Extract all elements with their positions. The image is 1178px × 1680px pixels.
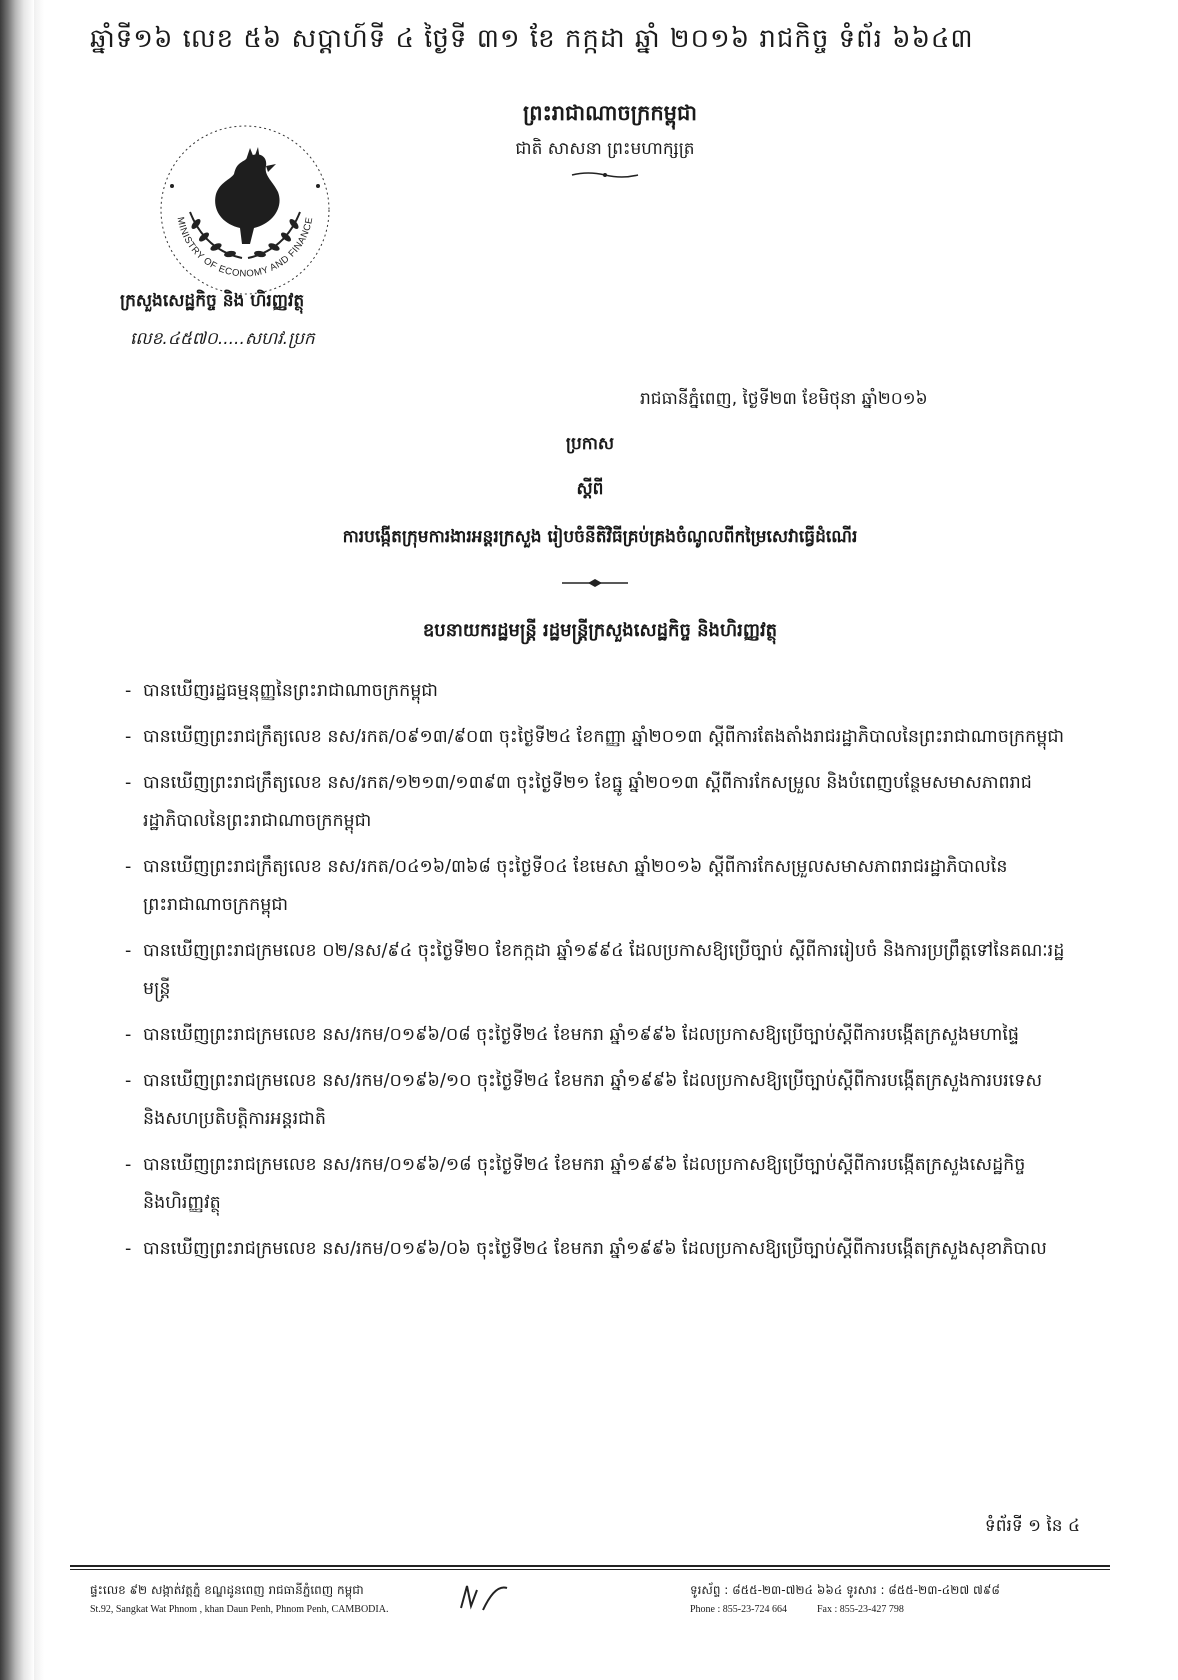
section-divider-ornament [560,578,630,588]
clause-text: បានឃើញព្រះរាជក្រមលេខ ០២/នស/៩៤ ចុះថ្ងៃទី២០ ខែកក្កដា ឆ្នាំ១៩៩៤ ដែលប្រកាសឱ្យប្រើច្បាប់ ស្តីពីការរៀបចំ និងការប្រព្រឹត្តទៅនៃគណៈរដ្ឋមន្ត្រី [143,941,1065,999]
footer-phone-english [690,1604,1110,1615]
footer-fax: Fax : 855-23-427 798 [816,1604,904,1615]
list-item [125,1062,1075,1138]
footer-divider [70,1565,1110,1567]
document-type: ប្រកាស [565,434,615,454]
clause-text: បានឃើញព្រះរាជក្រមលេខ នស/រកម/០១៩៦/១០ ចុះថ្ងៃទី២៤ ខែមករា ឆ្នាំ១៩៩៦ ដែលប្រកាសឱ្យប្រើច្បាប់ស្តីពីការបង្កើតក្រសួងការបរទេស និងសហប្រតិបត្តិការអន្តរជាតិ [143,1071,1043,1129]
regarding-label: ស្តីពី [576,479,604,499]
footer-phone-khmer: ទូរស័ព្ទ : ៨៥៥-២៣-៧២៤ ៦៦៤ ទូរសារ : ៨៥៥-២៣-៤២៧ ៧៩៨ [690,1583,1000,1597]
footer-address-english: St.92, Sangkat Wat Phnom , khan Daun Penh, Phnom Penh, CAMBODIA. [90,1604,389,1615]
preamble-clauses [125,672,1075,1276]
list-item [125,932,1075,1008]
issuing-authority: ឧបនាយករដ្ឋមន្ត្រី រដ្ឋមន្ត្រីក្រសួងសេដ្ឋកិច្ច និងហិរញ្ញវត្ថុ [422,620,778,641]
clause-bullet: - [125,773,132,793]
clause-bullet: - [125,1071,132,1091]
list-item [125,672,1075,710]
list-item [125,764,1075,840]
footer-divider-thin [70,1569,1110,1570]
kingdom-title: ព្រះរាជាណាចក្រកម្ពុជា [522,101,697,125]
footer-address-khmer: ផ្ទះលេខ ៩២ សង្កាត់វត្តភ្នំ ខណ្ឌដូនពេញ រាជធានីភ្នំពេញ កម្ពុជា [90,1583,364,1597]
page-number: ទំព័រទី ១ នៃ ៤ [984,1516,1080,1536]
gazette-header: ឆ្នាំទី១៦ លេខ ៥៦ សប្តាហ៍ទី ៤ ថ្ងៃទី ៣១ ខែ កក្កដា ឆ្នាំ ២០១៦ រាជកិច្ច ទំព័រ ៦៦៤៣ [90,24,974,54]
list-item [125,718,1075,756]
clause-bullet: - [125,727,132,747]
ministry-seal [150,120,340,300]
list-item [125,1230,1075,1268]
ministry-name: ក្រសួងសេដ្ឋកិច្ច និង ហិរញ្ញវត្ថុ [120,291,305,311]
clause-bullet: - [125,941,132,961]
seal-text: MINISTRY OF ECONOMY AND FINANCE [174,216,316,280]
scan-edge-shadow [0,0,34,1680]
clause-bullet: - [125,857,132,877]
motto-ornament [570,170,640,180]
clause-text: បានឃើញព្រះរាជក្រឹត្យលេខ នស/រកត/០៤១៦/៣៦៨ ចុះថ្ងៃទី០៤ ខែមេសា ឆ្នាំ២០១៦ ស្តីពីការកែសម្រួលសមាសភាពរាជរដ្ឋាភិបាលនៃព្រះរាជាណាចក្រកម្ពុជា [143,857,1008,915]
list-item [125,848,1075,924]
clause-text: បានឃើញព្រះរាជក្រមលេខ នស/រកម/០១៩៦/១៨ ចុះថ្ងៃទី២៤ ខែមករា ឆ្នាំ១៩៩៦ ដែលប្រកាសឱ្យប្រើច្បាប់ស្តីពីការបង្កើតក្រសួងសេដ្ឋកិច្ច និងហិរញ្ញវត្ថុ [143,1155,1026,1213]
document-subject: ការបង្កើតក្រុមការងារអន្តរក្រសួង រៀបចំនីតិវិធីគ្រប់គ្រងចំណូលពីកម្រៃសេវាធ្វើដំណើរ [342,527,858,547]
place-and-date: រាជធានីភ្នំពេញ, ថ្ងៃទី២៣ ខែមិថុនា ឆ្នាំ២០១៦ [640,389,928,409]
scan-edge-fade [34,0,44,1680]
clause-text: បានឃើញរដ្ឋធម្មនុញ្ញនៃព្រះរាជាណាចក្រកម្ពុជា [143,681,438,701]
clause-bullet: - [125,681,132,701]
clause-bullet: - [125,1155,132,1175]
clause-bullet: - [125,1239,132,1259]
national-motto: ជាតិ សាសនា ព្រះមហាក្សត្រ [515,139,695,159]
clause-bullet: - [125,1025,132,1045]
handwritten-initials [455,1580,515,1614]
footer-phone: Phone : 855-23-724 664 [690,1604,787,1615]
list-item [125,1146,1075,1222]
clause-text: បានឃើញព្រះរាជក្រមលេខ នស/រកម/០១៩៦/០៨ ចុះថ្ងៃទី២៤ ខែមករា ឆ្នាំ១៩៩៦ ដែលប្រកាសឱ្យប្រើច្បាប់ស្តីពីការបង្កើតក្រសួងមហាផ្ទៃ [143,1025,1019,1045]
clause-text: បានឃើញព្រះរាជក្រឹត្យលេខ នស/រកត/០៩១៣/៩០៣ ចុះថ្ងៃទី២៤ ខែកញ្ញា ឆ្នាំ២០១៣ ស្តីពីការតែងតាំងរាជរដ្ឋាភិបាលនៃព្រះរាជាណាចក្រកម្ពុជា [143,727,1065,747]
reference-number: លេខ.៤៥៧០.....សហវ.ប្រក [130,329,315,349]
clause-text: បានឃើញព្រះរាជក្រឹត្យលេខ នស/រកត/១២១៣/១៣៩៣ ចុះថ្ងៃទី២១ ខែធ្នូ ឆ្នាំ២០១៣ ស្តីពីការកែសម្រួល និងបំពេញបន្ថែមសមាសភាពរាជរដ្ឋាភិបាលនៃព្រះរាជាណាចក្រកម្ពុជា [143,773,1032,831]
list-item [125,1016,1075,1054]
clause-text: បានឃើញព្រះរាជក្រមលេខ នស/រកម/០១៩៦/០៦ ចុះថ្ងៃទី២៤ ខែមករា ឆ្នាំ១៩៩៦ ដែលប្រកាសឱ្យប្រើច្បាប់ស្តីពីការបង្កើតក្រសួងសុខាភិបាល [143,1239,1047,1259]
